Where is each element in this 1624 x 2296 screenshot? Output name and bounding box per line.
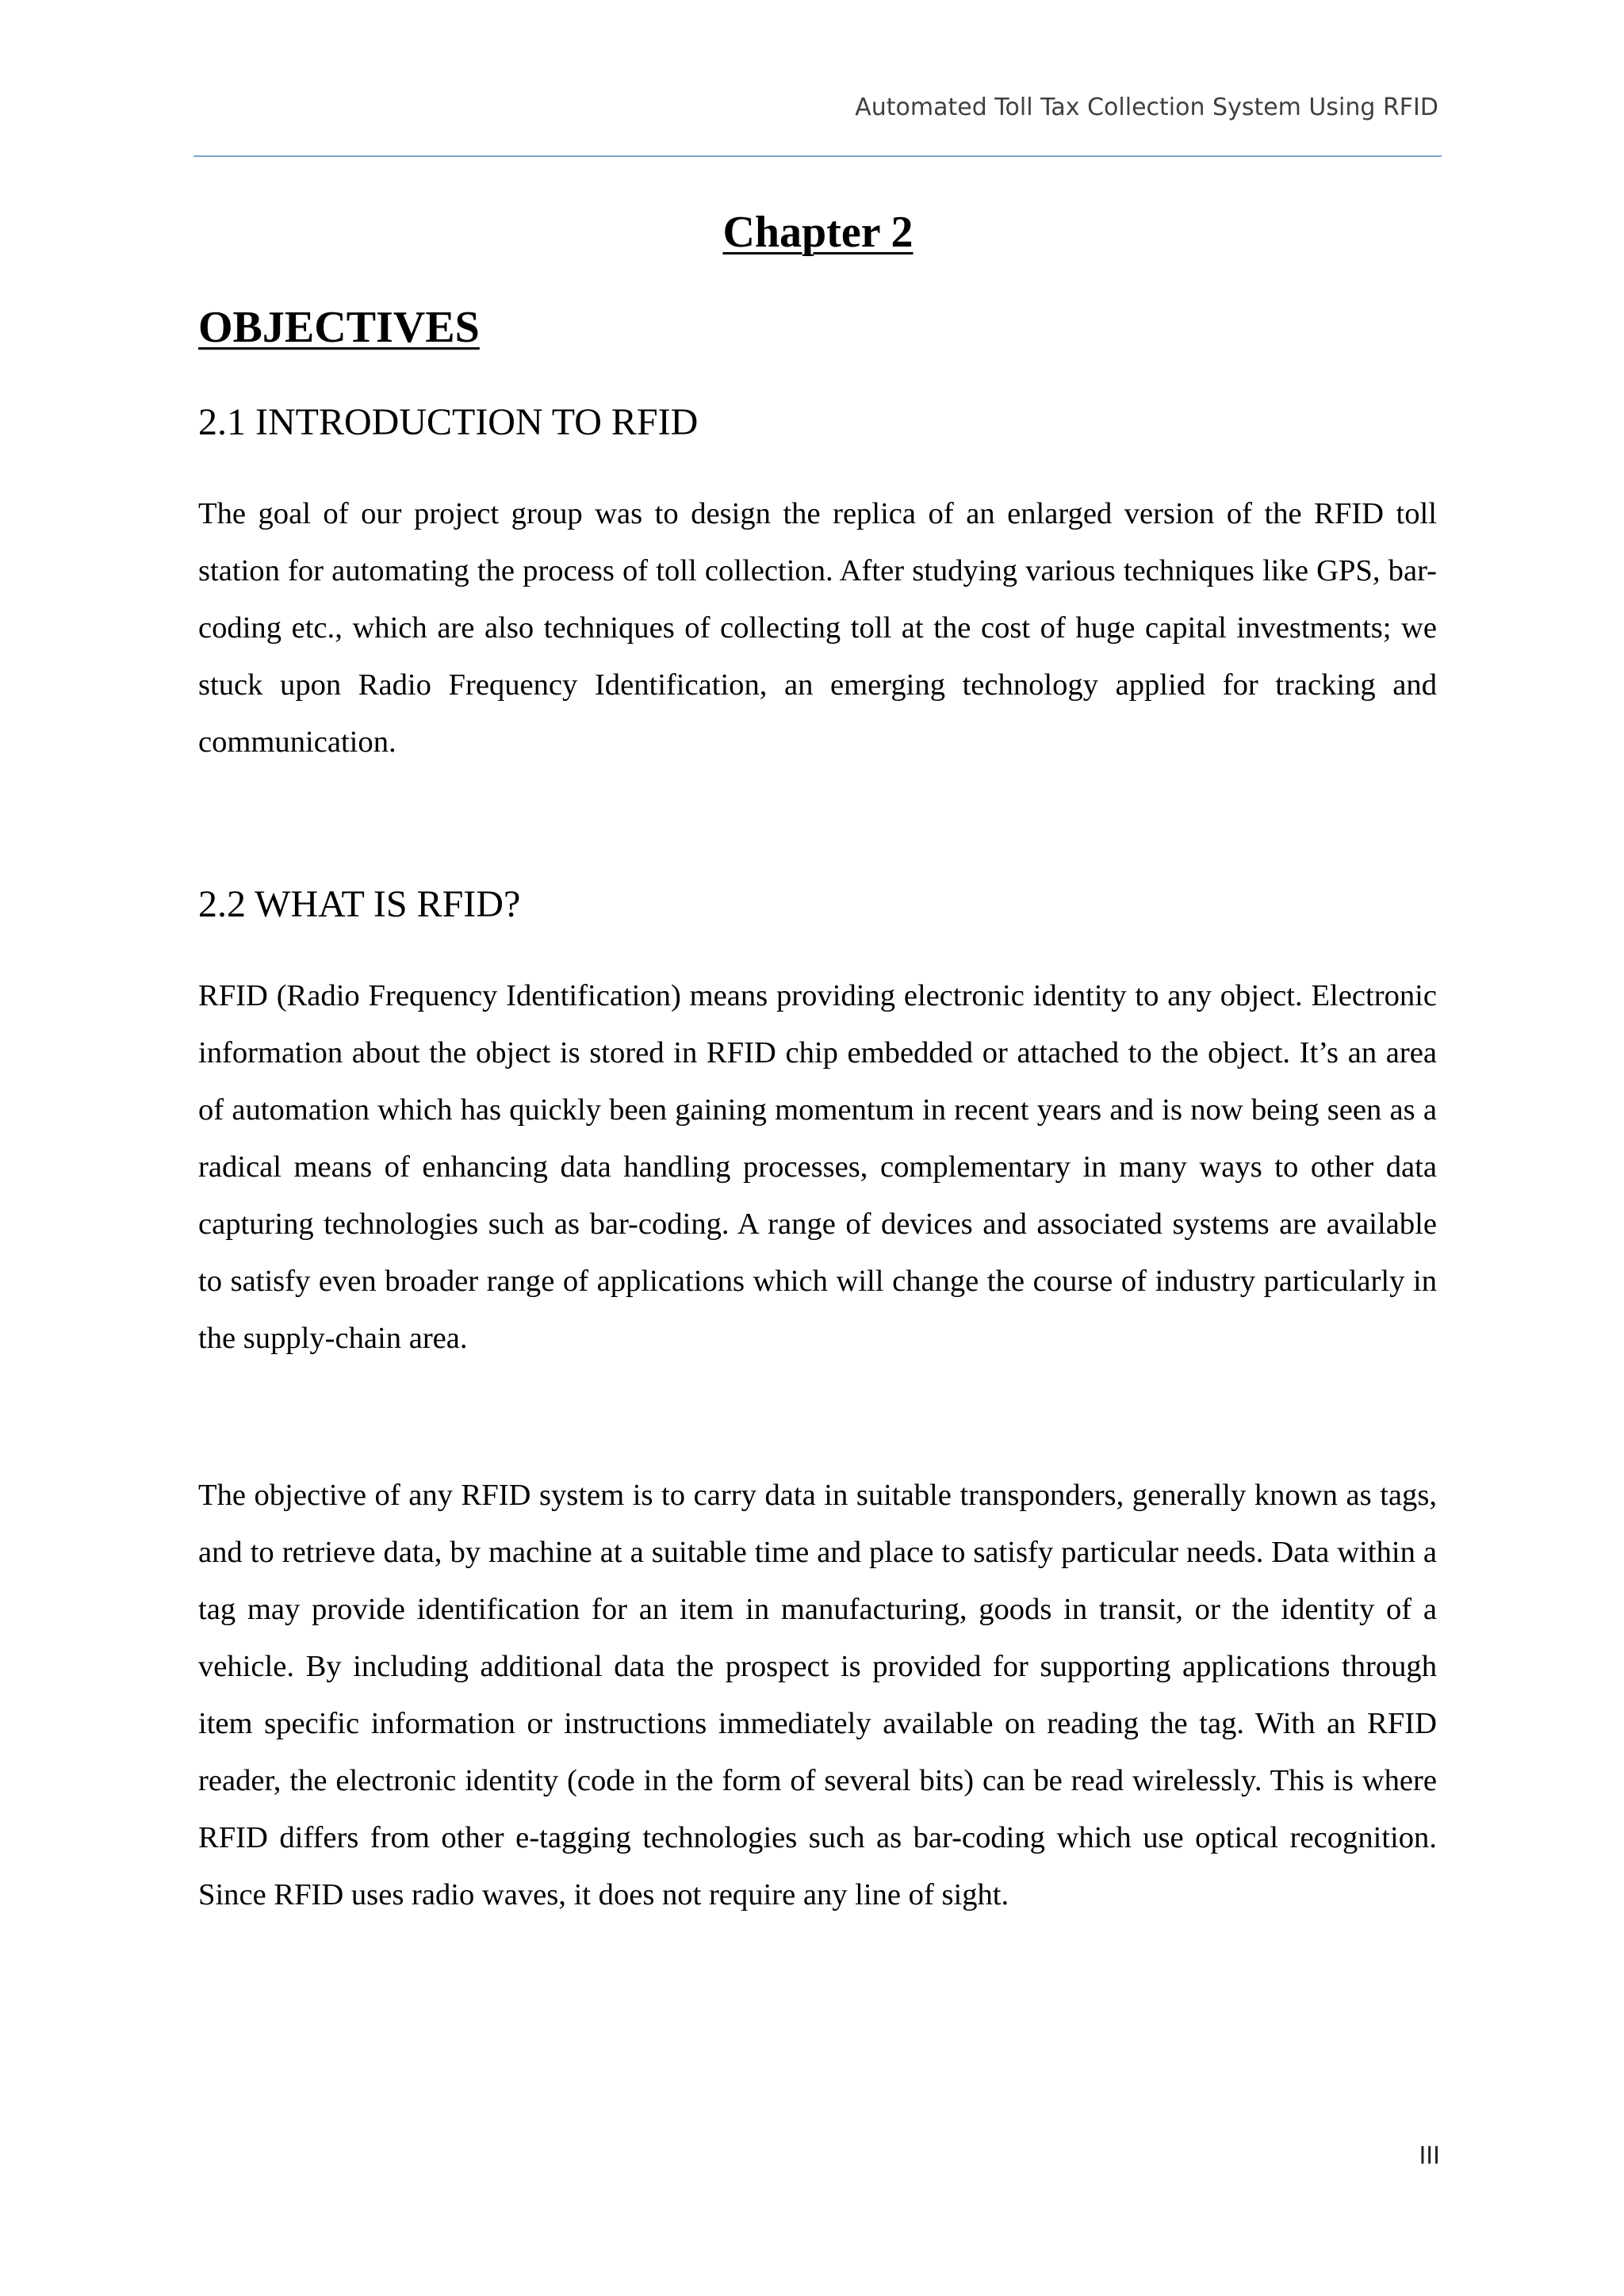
chapter-subtitle: OBJECTIVES (198, 303, 480, 352)
paragraph-rfid-objective: The objective of any RFID system is to carry data in suitable transponders, generally known as tags, and to retrieve data, by machine at a suitable time and place to satisfy particular needs. Data within a tag may provide identification for an item in manufacturing, goods in transit, or the identity of a vehicle. By including additional data the prospect is provided for supporting applications through item specific information or instructions immediately available on reading the tag. With an RFID reader, the electronic identity (code in the form of several bits) can be read wirelessly. This is where RFID differs from other e-tagging technologies such as bar-coding which use optical recognition. Since RFID uses radio waves, it does not require any line of sight. (198, 1479, 1437, 1911)
header-divider (193, 155, 1442, 157)
paragraph-what-is-rfid: RFID (Radio Frequency Identification) means providing electronic identity to any object. Electronic information about the object is stored in RFID chip embedded or attached to the object. It’s an area of automation which has quickly been gaining momentum in recent years and is now being seen as a radical means of enhancing data handling processes, complementary in many ways to other data capturing technologies such as bar-coding. A range of devices and associated systems are available to satisfy even broader range of applications which will change the course of industry particularly in the supply-chain area. (198, 979, 1437, 1355)
running-header: Automated Toll Tax Collection System Using RFID (855, 94, 1438, 121)
chapter-title-text: Chapter 2 (722, 208, 914, 257)
section-heading-2-2: 2.2 WHAT IS RFID? (198, 883, 521, 925)
chapter-title (0, 206, 1624, 258)
paragraph-intro: The goal of our project group was to design the replica of an enlarged version of the RFID toll station for automating the process of toll collection. After studying various techniques like GPS, bar-coding etc., which are also techniques of collecting toll at the cost of huge capital investments; we stuck upon Radio Frequency Identification, an emerging technology applied for tracking and communication. (198, 497, 1437, 759)
page-number: III (1419, 2142, 1440, 2170)
section-heading-2-1: 2.1 INTRODUCTION TO RFID (198, 401, 699, 443)
